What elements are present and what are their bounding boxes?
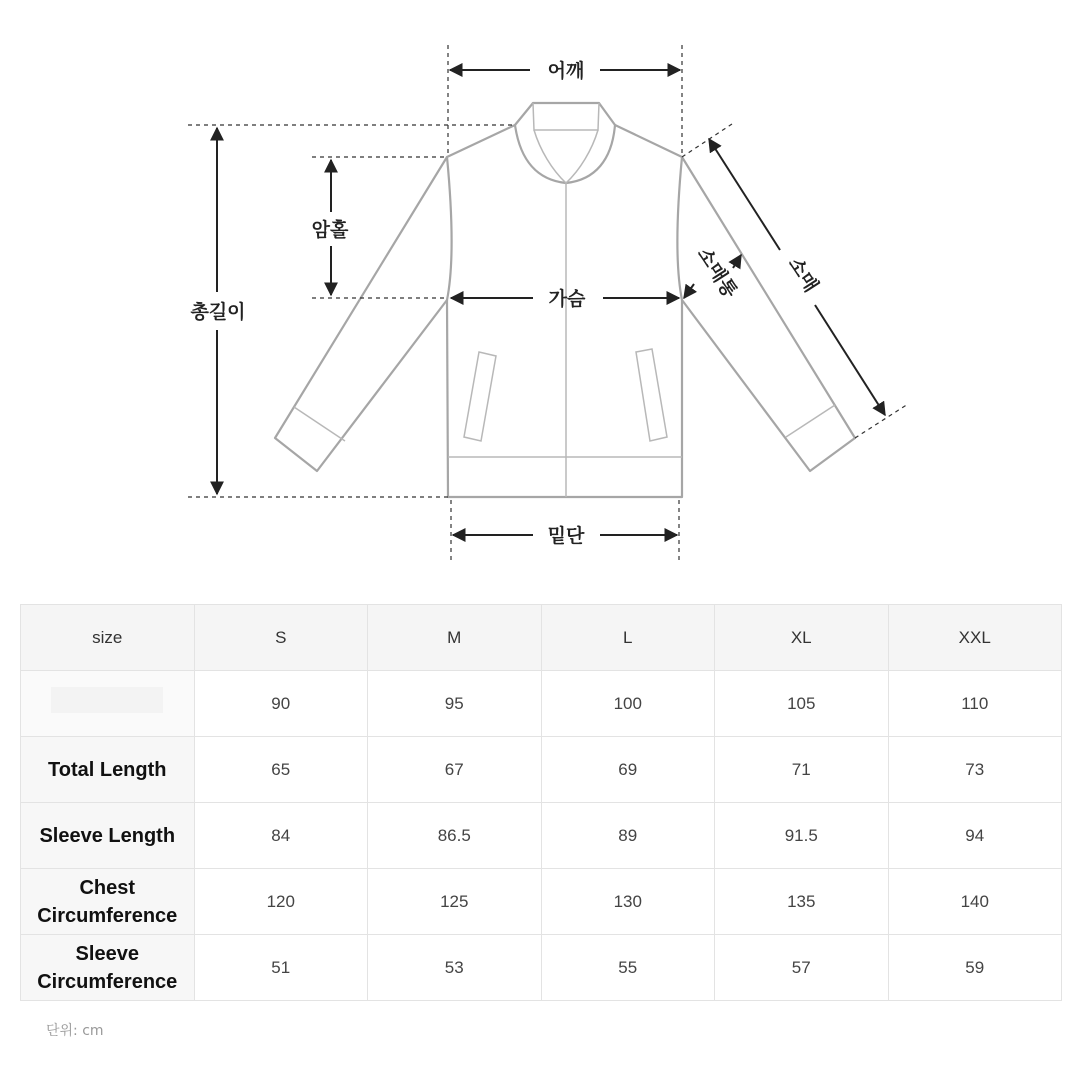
sleeve-width-label: 소매통: [692, 243, 742, 302]
hem-label: 밑단: [547, 525, 585, 547]
table-cell: 91.5: [715, 803, 889, 869]
table-cell: 57: [715, 935, 889, 1001]
header-s: S: [194, 605, 368, 671]
size-chart-table: [20, 604, 1062, 1001]
table-header-row: [21, 605, 1062, 671]
table-row: [21, 671, 1062, 737]
table-cell: 86.5: [368, 803, 542, 869]
table-cell: 84: [194, 803, 368, 869]
table-cell: 90: [194, 671, 368, 737]
table-cell: 95: [368, 671, 542, 737]
table-cell: 100: [541, 671, 715, 737]
armhole-label: 암홀: [311, 219, 349, 241]
table-cell: 69: [541, 737, 715, 803]
header-xxl: XXL: [888, 605, 1062, 671]
total-length-label: 총길이: [190, 301, 246, 323]
table-row: [21, 803, 1062, 869]
table-cell: 120: [194, 869, 368, 935]
table-cell: 105: [715, 671, 889, 737]
table-cell: 67: [368, 737, 542, 803]
table-cell: 94: [888, 803, 1062, 869]
header-xl: XL: [715, 605, 889, 671]
table-cell: 130: [541, 869, 715, 935]
row-label-total-length: Total Length: [21, 737, 195, 803]
row-label-sleeve-circumference: Sleeve Circumference: [21, 935, 195, 1001]
sleeve-label: 소매: [783, 253, 823, 297]
table-cell: 125: [368, 869, 542, 935]
shoulder-label: 어깨: [547, 60, 585, 82]
table-row: [21, 869, 1062, 935]
table-cell: 140: [888, 869, 1062, 935]
table-cell: 110: [888, 671, 1062, 737]
chest-label: 가슴: [548, 288, 586, 310]
table-cell: 89: [541, 803, 715, 869]
table-cell: 135: [715, 869, 889, 935]
table-cell: 51: [194, 935, 368, 1001]
header-m: M: [368, 605, 542, 671]
table-cell: 65: [194, 737, 368, 803]
row-label-chest-circumference: Chest Circumference: [21, 869, 195, 935]
table-cell: 55: [541, 935, 715, 1001]
header-l: L: [541, 605, 715, 671]
unit-note: 단위: cm: [46, 1023, 104, 1039]
table-row: [21, 935, 1062, 1001]
table-cell: 71: [715, 737, 889, 803]
row-label-sleeve-length: Sleeve Length: [21, 803, 195, 869]
table-row: [21, 737, 1062, 803]
row-label-blank: [21, 671, 195, 737]
table-cell: 53: [368, 935, 542, 1001]
table-cell: 73: [888, 737, 1062, 803]
table-cell: 59: [888, 935, 1062, 1001]
header-size: size: [21, 605, 195, 671]
